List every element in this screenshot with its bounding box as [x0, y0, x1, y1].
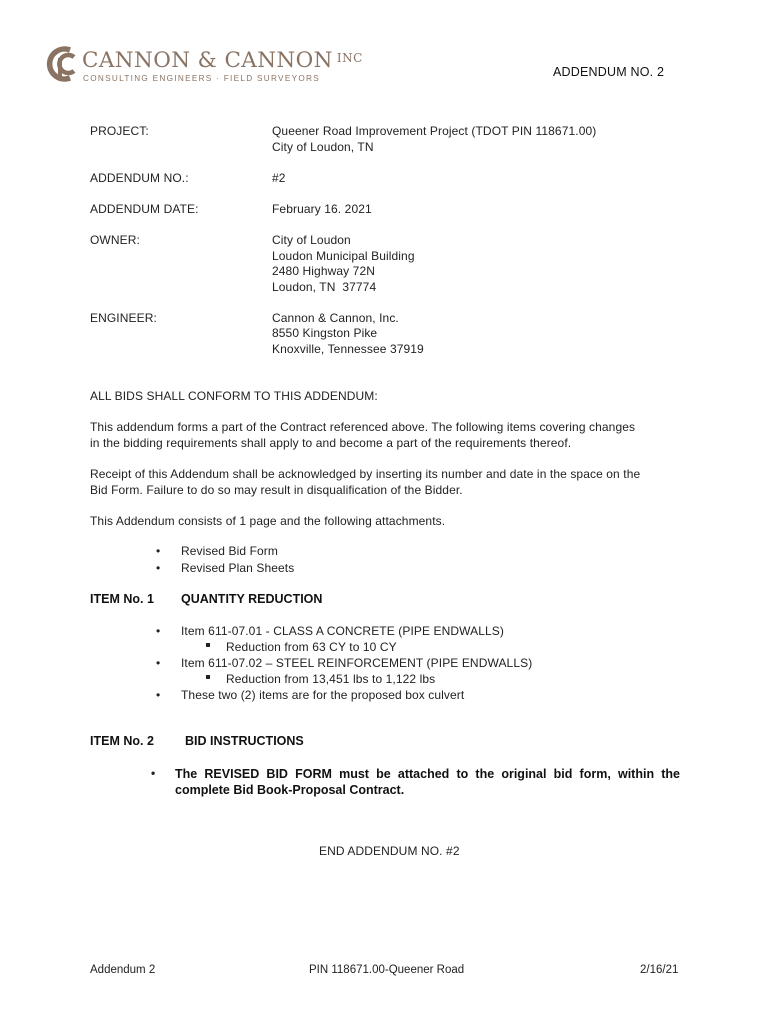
project-line-1: Queener Road Improvement Project (TDOT PIN 118671.00)	[272, 124, 597, 138]
bullet-icon: •	[151, 766, 156, 780]
end-addendum-text: END ADDENDUM NO. #2	[319, 844, 460, 858]
item-1-number: ITEM No. 1	[90, 592, 154, 606]
company-logo	[44, 44, 364, 88]
owner-line: City of Loudon	[272, 233, 351, 247]
item-1-bullet-3: These two (2) items are for the proposed box culvert	[181, 688, 465, 702]
addendum-no-value: #2	[272, 171, 286, 185]
bullet-icon: •	[156, 624, 161, 638]
item-1-bullet-1: Item 611-07.01 - CLASS A CONCRETE (PIPE ENDWALLS)	[181, 624, 505, 638]
item-1-sub-1: Reduction from 63 CY to 10 CY	[226, 640, 397, 654]
engineer-line: Knoxville, Tennessee 37919	[272, 342, 424, 356]
bullet-icon: •	[156, 561, 161, 575]
attachment-item: Revised Plan Sheets	[181, 561, 295, 575]
addendum-date-label: ADDENDUM DATE:	[90, 202, 199, 216]
square-bullet-icon	[206, 643, 210, 647]
company-suffix: INC	[336, 51, 363, 65]
project-line-2: City of Loudon, TN	[272, 140, 374, 154]
item-1-sub-2: Reduction from 13,451 lbs to 1,122 lbs	[226, 672, 436, 686]
paragraph-2-line-2: Bid Form. Failure to do so may result in disqualification of the Bidder.	[90, 483, 463, 497]
item-2-line-1: The REVISED BID FORM must be attached to the original bid form, within the	[175, 767, 680, 781]
owner-label: OWNER:	[90, 233, 140, 247]
engineer-line: 8550 Kingston Pike	[272, 326, 378, 340]
bullet-icon: •	[156, 656, 161, 670]
item-2-line-2: complete Bid Book-Proposal Contract.	[175, 783, 405, 797]
company-tagline: CONSULTING ENGINEERS · FIELD SURVEYORS	[83, 74, 320, 83]
item-1-title: QUANTITY REDUCTION	[181, 592, 323, 606]
project-label: PROJECT:	[90, 124, 149, 138]
footer-center: PIN 118671.00-Queener Road	[309, 964, 465, 976]
item-2-number: ITEM No. 2	[90, 734, 154, 748]
owner-line: Loudon, TN 37774	[272, 280, 377, 294]
attachment-item: Revised Bid Form	[181, 544, 278, 558]
addendum-title: ADDENDUM NO. 2	[553, 65, 665, 79]
paragraph-3: This Addendum consists of 1 page and the following attachments.	[90, 514, 446, 528]
owner-line: 2480 Highway 72N	[272, 264, 375, 278]
item-1-bullet-2: Item 611-07.02 – STEEL REINFORCEMENT (PIPE ENDWALLS)	[181, 656, 533, 670]
paragraph-1-line-2: in the bidding requirements shall apply to and become a part of the requirements thereof.	[90, 436, 572, 450]
conform-heading: ALL BIDS SHALL CONFORM TO THIS ADDENDUM:	[90, 389, 378, 403]
engineer-line: Cannon & Cannon, Inc.	[272, 311, 399, 325]
item-2-title: BID INSTRUCTIONS	[185, 734, 304, 748]
engineer-label: ENGINEER:	[90, 311, 157, 325]
paragraph-1-line-1: This addendum forms a part of the Contract referenced above. The following items covering changes	[90, 420, 636, 434]
bullet-icon: •	[156, 688, 161, 702]
footer-right: 2/16/21	[640, 964, 679, 976]
company-name: CANNON & CANNON $^{INC}$	[82, 48, 363, 73]
paragraph-2-line-1: Receipt of this Addendum shall be acknowledged by inserting its number and date in the space on the	[90, 467, 641, 481]
square-bullet-icon	[206, 675, 210, 679]
addendum-no-label: ADDENDUM NO.:	[90, 171, 189, 185]
footer-left: Addendum 2	[90, 964, 156, 976]
bullet-icon: •	[156, 544, 161, 558]
cannon-logo-icon	[44, 44, 80, 84]
addendum-date-value: February 16. 2021	[272, 202, 372, 216]
owner-line: Loudon Municipal Building	[272, 249, 415, 263]
